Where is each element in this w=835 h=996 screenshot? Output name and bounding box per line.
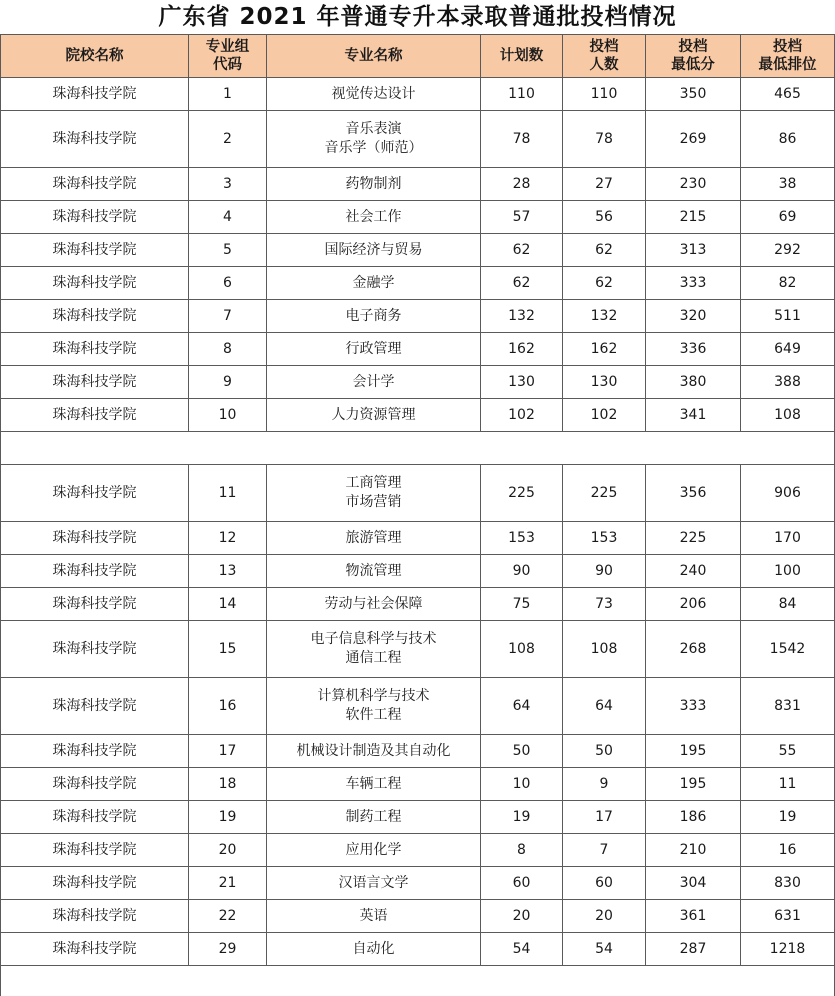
major-name: 会计学 [267,373,480,392]
cell-count: 110 [563,78,646,111]
cell-school: 珠海科技学院 [1,111,189,168]
cell-school: 珠海科技学院 [1,399,189,432]
cell-min-score: 336 [646,333,741,366]
major-name: 制药工程 [267,808,480,827]
cell-group-code: 16 [189,678,267,735]
table-row [1,801,835,834]
header-group-code-line1: 专业组 [189,38,266,56]
cell-plan: 28 [481,168,563,201]
cell-major [267,678,481,735]
cell-plan: 50 [481,735,563,768]
table-body [1,78,835,996]
cell-min-score: 215 [646,201,741,234]
cell-group-code: 1 [189,78,267,111]
cell-school: 珠海科技学院 [1,333,189,366]
cell-major [267,621,481,678]
cell-group-code: 21 [189,867,267,900]
major-name: 音乐表演 [267,120,480,139]
cell-count: 27 [563,168,646,201]
cell-plan: 62 [481,267,563,300]
major-name: 劳动与社会保障 [267,595,480,614]
cell-min-score: 341 [646,399,741,432]
cell-min-score: 225 [646,522,741,555]
cell-plan: 54 [481,933,563,966]
cell-major [267,801,481,834]
cell-count: 102 [563,399,646,432]
table-row [1,678,835,735]
cell-school: 珠海科技学院 [1,465,189,522]
major-name: 自动化 [267,940,480,959]
cell-plan: 108 [481,621,563,678]
table-row [1,168,835,201]
cell-major [267,111,481,168]
cell-min-score: 356 [646,465,741,522]
table-header-row [1,35,835,78]
cell-count: 56 [563,201,646,234]
table-row [1,465,835,522]
cell-school: 珠海科技学院 [1,933,189,966]
table-row [1,234,835,267]
major-name: 电子商务 [267,307,480,326]
cell-min-rank: 11 [741,768,835,801]
cell-major [267,933,481,966]
section-spacer-cell [1,966,835,996]
cell-min-score: 186 [646,801,741,834]
cell-count: 62 [563,267,646,300]
cell-plan: 110 [481,78,563,111]
header-min-rank-line1: 投档 [741,38,834,56]
admission-table [0,34,835,996]
section-spacer-row [1,966,835,996]
cell-group-code: 12 [189,522,267,555]
cell-group-code: 20 [189,834,267,867]
cell-group-code: 5 [189,234,267,267]
cell-group-code: 19 [189,801,267,834]
cell-min-score: 333 [646,678,741,735]
cell-min-score: 240 [646,555,741,588]
cell-major [267,168,481,201]
cell-plan: 225 [481,465,563,522]
major-name: 车辆工程 [267,775,480,794]
cell-plan: 132 [481,300,563,333]
cell-min-rank: 631 [741,900,835,933]
cell-min-score: 304 [646,867,741,900]
cell-min-score: 230 [646,168,741,201]
table-row [1,333,835,366]
major-name: 音乐学（师范） [267,139,480,158]
cell-major [267,522,481,555]
cell-school: 珠海科技学院 [1,267,189,300]
cell-plan: 130 [481,366,563,399]
cell-school: 珠海科技学院 [1,678,189,735]
cell-min-score: 287 [646,933,741,966]
major-name: 金融学 [267,274,480,293]
section-spacer-cell [1,432,835,465]
cell-count: 60 [563,867,646,900]
cell-major [267,867,481,900]
cell-min-rank: 1218 [741,933,835,966]
header-min-score-line1: 投档 [646,38,740,56]
major-name: 汉语言文学 [267,874,480,893]
major-name: 物流管理 [267,562,480,581]
document-title: 广东省 2021 年普通专升本录取普通批投档情况 [0,0,835,34]
cell-major [267,555,481,588]
cell-plan: 102 [481,399,563,432]
cell-plan: 153 [481,522,563,555]
cell-plan: 8 [481,834,563,867]
major-name: 社会工作 [267,208,480,227]
header-min-score [646,35,741,78]
cell-school: 珠海科技学院 [1,522,189,555]
cell-group-code: 11 [189,465,267,522]
table-row [1,735,835,768]
cell-count: 54 [563,933,646,966]
cell-group-code: 9 [189,366,267,399]
cell-group-code: 29 [189,933,267,966]
cell-major [267,465,481,522]
table-row [1,399,835,432]
major-name: 行政管理 [267,340,480,359]
table-row [1,621,835,678]
cell-min-rank: 830 [741,867,835,900]
cell-school: 珠海科技学院 [1,834,189,867]
cell-min-rank: 388 [741,366,835,399]
cell-min-rank: 100 [741,555,835,588]
cell-min-rank: 82 [741,267,835,300]
cell-major [267,366,481,399]
major-name: 计算机科学与技术 [267,687,480,706]
cell-plan: 57 [481,201,563,234]
header-group-code-line2: 代码 [189,56,266,74]
table-row [1,555,835,588]
cell-min-rank: 465 [741,78,835,111]
cell-count: 108 [563,621,646,678]
cell-min-rank: 906 [741,465,835,522]
cell-min-score: 269 [646,111,741,168]
table-row [1,933,835,966]
cell-school: 珠海科技学院 [1,621,189,678]
cell-school: 珠海科技学院 [1,300,189,333]
cell-major [267,900,481,933]
cell-school: 珠海科技学院 [1,867,189,900]
header-group-code [189,35,267,78]
cell-major [267,333,481,366]
table-row [1,201,835,234]
cell-count: 50 [563,735,646,768]
major-name: 工商管理 [267,474,480,493]
header-count [563,35,646,78]
cell-major [267,768,481,801]
cell-min-rank: 38 [741,168,835,201]
cell-min-rank: 1542 [741,621,835,678]
cell-group-code: 15 [189,621,267,678]
cell-min-score: 195 [646,735,741,768]
major-name: 通信工程 [267,649,480,668]
major-name: 电子信息科学与技术 [267,630,480,649]
cell-group-code: 17 [189,735,267,768]
major-name: 软件工程 [267,706,480,725]
cell-min-score: 210 [646,834,741,867]
cell-group-code: 2 [189,111,267,168]
cell-min-rank: 292 [741,234,835,267]
cell-school: 珠海科技学院 [1,768,189,801]
cell-min-rank: 511 [741,300,835,333]
cell-min-rank: 69 [741,201,835,234]
table-row [1,588,835,621]
major-name: 英语 [267,907,480,926]
cell-min-score: 320 [646,300,741,333]
table-row [1,900,835,933]
cell-min-rank: 84 [741,588,835,621]
cell-count: 64 [563,678,646,735]
cell-school: 珠海科技学院 [1,78,189,111]
cell-min-score: 195 [646,768,741,801]
cell-min-rank: 55 [741,735,835,768]
table-row [1,267,835,300]
cell-major [267,300,481,333]
table-row [1,768,835,801]
section-spacer-row [1,432,835,465]
cell-plan: 162 [481,333,563,366]
cell-plan: 19 [481,801,563,834]
cell-school: 珠海科技学院 [1,201,189,234]
header-major: 专业名称 [267,35,481,78]
cell-school: 珠海科技学院 [1,168,189,201]
cell-count: 162 [563,333,646,366]
major-name: 机械设计制造及其自动化 [267,742,480,761]
table-row [1,78,835,111]
cell-count: 17 [563,801,646,834]
cell-plan: 78 [481,111,563,168]
cell-group-code: 8 [189,333,267,366]
cell-group-code: 7 [189,300,267,333]
cell-plan: 60 [481,867,563,900]
cell-count: 7 [563,834,646,867]
cell-count: 73 [563,588,646,621]
table-row [1,366,835,399]
header-min-score-line2: 最低分 [646,56,740,74]
cell-count: 62 [563,234,646,267]
major-name: 国际经济与贸易 [267,241,480,260]
cell-group-code: 6 [189,267,267,300]
cell-min-rank: 16 [741,834,835,867]
major-name: 视觉传达设计 [267,85,480,104]
cell-plan: 64 [481,678,563,735]
cell-count: 90 [563,555,646,588]
cell-group-code: 10 [189,399,267,432]
cell-min-rank: 86 [741,111,835,168]
cell-major [267,834,481,867]
cell-min-score: 333 [646,267,741,300]
cell-count: 225 [563,465,646,522]
cell-major [267,735,481,768]
major-name: 旅游管理 [267,529,480,548]
header-count-line2: 人数 [563,56,645,74]
cell-major [267,588,481,621]
cell-plan: 20 [481,900,563,933]
cell-count: 20 [563,900,646,933]
major-name: 应用化学 [267,841,480,860]
cell-major [267,201,481,234]
cell-group-code: 4 [189,201,267,234]
header-plan: 计划数 [481,35,563,78]
cell-major [267,399,481,432]
cell-min-score: 313 [646,234,741,267]
cell-school: 珠海科技学院 [1,900,189,933]
cell-group-code: 22 [189,900,267,933]
major-name: 药物制剂 [267,175,480,194]
cell-count: 130 [563,366,646,399]
cell-min-score: 361 [646,900,741,933]
cell-min-score: 380 [646,366,741,399]
header-count-line1: 投档 [563,38,645,56]
cell-min-score: 206 [646,588,741,621]
cell-school: 珠海科技学院 [1,735,189,768]
cell-school: 珠海科技学院 [1,801,189,834]
cell-plan: 62 [481,234,563,267]
cell-min-rank: 170 [741,522,835,555]
cell-plan: 90 [481,555,563,588]
table-row [1,111,835,168]
cell-plan: 75 [481,588,563,621]
cell-major [267,78,481,111]
cell-major [267,234,481,267]
cell-count: 132 [563,300,646,333]
table-row [1,834,835,867]
table-row [1,522,835,555]
header-min-rank [741,35,835,78]
cell-school: 珠海科技学院 [1,588,189,621]
cell-group-code: 18 [189,768,267,801]
cell-count: 153 [563,522,646,555]
cell-min-rank: 19 [741,801,835,834]
major-name: 市场营销 [267,493,480,512]
cell-min-rank: 831 [741,678,835,735]
header-school: 院校名称 [1,35,189,78]
cell-plan: 10 [481,768,563,801]
cell-major [267,267,481,300]
cell-count: 9 [563,768,646,801]
cell-min-score: 268 [646,621,741,678]
cell-count: 78 [563,111,646,168]
table-row [1,867,835,900]
major-name: 人力资源管理 [267,406,480,425]
cell-group-code: 14 [189,588,267,621]
cell-min-score: 350 [646,78,741,111]
cell-school: 珠海科技学院 [1,555,189,588]
table-row [1,300,835,333]
cell-min-rank: 649 [741,333,835,366]
cell-school: 珠海科技学院 [1,234,189,267]
cell-min-rank: 108 [741,399,835,432]
cell-group-code: 3 [189,168,267,201]
header-min-rank-line2: 最低排位 [741,56,834,74]
cell-school: 珠海科技学院 [1,366,189,399]
cell-group-code: 13 [189,555,267,588]
